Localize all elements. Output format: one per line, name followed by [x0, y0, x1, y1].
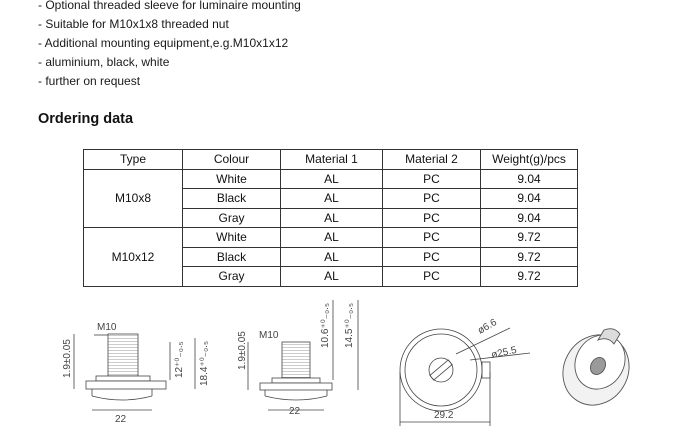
small-diameter-label: ø6.6 — [476, 317, 499, 337]
weight-cell: 9.04 — [481, 208, 578, 228]
width-label: 22 — [115, 414, 127, 425]
dimension-label: 14.5⁺⁰₋₀.₅ — [344, 303, 355, 348]
thread-label: M10 — [97, 322, 117, 333]
isometric-view — [550, 323, 641, 417]
drawing-top-view — [400, 328, 530, 426]
material-1-cell: AL — [281, 189, 383, 209]
column-header-type: Type — [84, 150, 183, 170]
table-header-row — [84, 150, 578, 170]
width-label: 29.2 — [434, 410, 454, 421]
dimension-label: 18.4⁺⁰₋₀.₅ — [199, 341, 210, 386]
feature-item: - Additional mounting equipment,e.g.M10x1x12 — [38, 36, 289, 50]
large-diameter-label: ø25.5 — [490, 344, 518, 361]
column-header-colour: Colour — [183, 150, 281, 170]
height-label: 1.9±0.05 — [62, 339, 73, 378]
column-header-material-2: Material 2 — [383, 150, 481, 170]
colour-cell: Gray — [183, 267, 281, 287]
dimension-label: 10.6⁺⁰₋₀.₅ — [320, 303, 331, 348]
technical-drawings — [0, 290, 693, 436]
material-1-cell: AL — [281, 247, 383, 267]
colour-cell: Black — [183, 189, 281, 209]
type-cell: M10x8 — [84, 169, 183, 228]
feature-item: - further on request — [38, 74, 141, 88]
feature-item: - Suitable for M10x1x8 threaded nut — [38, 17, 229, 31]
width-label: 22 — [289, 406, 301, 417]
ordering-data-heading: Ordering data — [38, 111, 134, 127]
ordering-table — [83, 149, 578, 287]
thread-label: M10 — [259, 330, 279, 341]
feature-item: - aluminium, black, white — [38, 55, 170, 69]
colour-cell: Black — [183, 247, 281, 267]
colour-cell: White — [183, 169, 281, 189]
colour-cell: Gray — [183, 208, 281, 228]
feature-item: - Optional threaded sleeve for luminaire mounting — [38, 0, 301, 12]
table-row — [84, 228, 578, 248]
column-header-material-1: Material 1 — [281, 150, 383, 170]
height-label: 1.9±0.05 — [237, 331, 248, 370]
material-1-cell: AL — [281, 169, 383, 189]
material-1-cell: AL — [281, 208, 383, 228]
drawing-side-view-m10x12 — [248, 300, 358, 410]
material-2-cell: PC — [383, 247, 481, 267]
table-row — [84, 169, 578, 189]
weight-cell: 9.72 — [481, 267, 578, 287]
weight-cell: 9.72 — [481, 228, 578, 248]
type-cell: M10x12 — [84, 228, 183, 287]
dimension-label: 12⁺⁰₋₀.₅ — [174, 341, 185, 378]
colour-cell: White — [183, 228, 281, 248]
material-2-cell: PC — [383, 189, 481, 209]
material-1-cell: AL — [281, 267, 383, 287]
material-1-cell: AL — [281, 228, 383, 248]
material-2-cell: PC — [383, 208, 481, 228]
weight-cell: 9.04 — [481, 169, 578, 189]
material-2-cell: PC — [383, 228, 481, 248]
feature-list — [38, 0, 301, 91]
material-2-cell: PC — [383, 267, 481, 287]
material-2-cell: PC — [383, 169, 481, 189]
weight-cell: 9.04 — [481, 189, 578, 209]
column-header-weight: Weight(g)/pcs — [481, 150, 578, 170]
weight-cell: 9.72 — [481, 247, 578, 267]
